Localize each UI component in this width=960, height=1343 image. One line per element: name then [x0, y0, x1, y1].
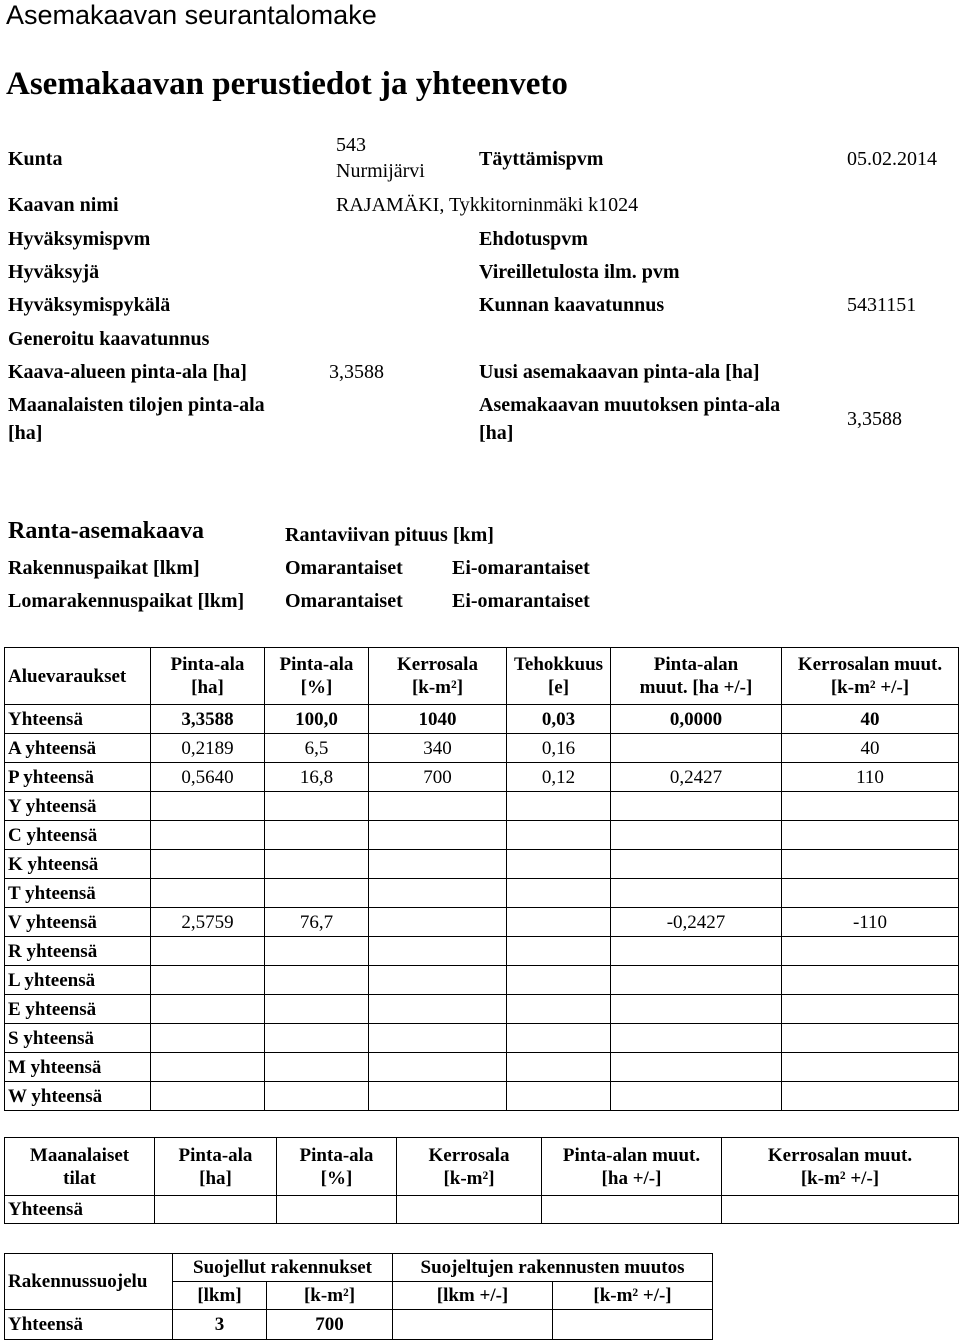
- maanalaiset-header-kerrosala: Kerrosala [k-m²]: [397, 1138, 542, 1196]
- rakennuspaikat-label: Rakennuspaikat [lkm]: [8, 557, 200, 579]
- table-cell: 40: [782, 734, 959, 763]
- table-cell: [507, 850, 611, 879]
- table-cell: [782, 850, 959, 879]
- table-row: [5, 1310, 713, 1340]
- kunta-label: Kunta: [8, 148, 63, 170]
- table-cell: [369, 937, 507, 966]
- table-row: [5, 908, 959, 937]
- table-cell: [265, 792, 369, 821]
- header-pinta-ala-pct: Pinta-ala [%]: [265, 648, 369, 705]
- table-cell: 110: [782, 763, 959, 792]
- hyvaksyja-label: Hyväksyjä: [8, 261, 100, 283]
- row-label: P yhteensä: [5, 763, 151, 792]
- lomarakennuspaikat-label: Lomarakennuspaikat [lkm]: [8, 590, 245, 612]
- table-header-row: [5, 648, 959, 705]
- table-cell: [611, 850, 782, 879]
- table-row: [5, 1082, 959, 1111]
- table-cell: [369, 792, 507, 821]
- kaavan-nimi-value: RAJAMÄKI, Tykkitorninmäki k1024: [336, 194, 639, 216]
- table-cell: [369, 1082, 507, 1111]
- lomarakennuspaikat-ei-omarantaiset: Ei-omarantaiset: [452, 590, 590, 612]
- kaava-alue-value: 3,3588: [329, 361, 384, 383]
- table-cell: [782, 937, 959, 966]
- table-cell: [611, 792, 782, 821]
- kaava-alue-label: Kaava-alueen pinta-ala [ha]: [8, 361, 247, 383]
- table-cell: [369, 966, 507, 995]
- table-cell: [265, 1024, 369, 1053]
- aluevaraukset-table: [4, 647, 959, 1111]
- table-cell: [151, 792, 265, 821]
- taytto-value: 05.02.2014: [847, 148, 937, 170]
- document-title: Asemakaavan seurantalomake: [6, 0, 377, 30]
- lomarakennuspaikat-omarantaiset: Omarantaiset: [285, 590, 403, 612]
- table-row: [5, 1196, 959, 1224]
- table-cell: [507, 995, 611, 1024]
- table-cell: [782, 995, 959, 1024]
- vireilletulo-label: Vireilletulosta ilm. pvm: [479, 261, 680, 283]
- table-cell: [611, 1082, 782, 1111]
- table-cell: 0,16: [507, 734, 611, 763]
- muutos-pinta-ala-value: 3,3588: [847, 408, 902, 430]
- kunta-name: Nurmijärvi: [336, 160, 425, 182]
- table-cell: [369, 1053, 507, 1082]
- maanalaiset-table: [4, 1137, 959, 1224]
- table-cell: [369, 821, 507, 850]
- rakennussuojelu-table: [4, 1253, 713, 1340]
- table-row: [5, 763, 959, 792]
- table-cell: [507, 792, 611, 821]
- row-label: R yhteensä: [5, 937, 151, 966]
- suojelu-sub-km2-muutos: [k-m² +/-]: [553, 1282, 713, 1310]
- table-cell: 340: [369, 734, 507, 763]
- table-row: [5, 705, 959, 734]
- table-cell: 2,5759: [151, 908, 265, 937]
- table-cell: [151, 821, 265, 850]
- suojelu-header-label: Rakennussuojelu: [5, 1254, 173, 1310]
- table-row: [5, 879, 959, 908]
- header-tehokkuus: Tehokkuus [e]: [507, 648, 611, 705]
- table-row: [5, 995, 959, 1024]
- table-row: [5, 734, 959, 763]
- page-heading: Asemakaavan perustiedot ja yhteenveto: [6, 66, 568, 102]
- header-kerrosalan-muutos: Kerrosalan muut. [k-m² +/-]: [782, 648, 959, 705]
- maanalaiset-header-tilat: Maanalaiset tilat: [5, 1138, 155, 1196]
- suojelu-sub-lkm: [lkm]: [173, 1282, 267, 1310]
- table-cell: [369, 850, 507, 879]
- rakennuspaikat-omarantaiset: Omarantaiset: [285, 557, 403, 579]
- table-cell: -0,2427: [611, 908, 782, 937]
- table-cell: [151, 995, 265, 1024]
- table-cell: [782, 821, 959, 850]
- table-cell: [151, 850, 265, 879]
- table-cell: [369, 908, 507, 937]
- kunnan-kaavatunnus-label: Kunnan kaavatunnus: [479, 294, 665, 316]
- table-cell: [507, 908, 611, 937]
- maanalaiset-total-label: Yhteensä: [5, 1196, 155, 1224]
- table-cell: [265, 937, 369, 966]
- table-cell: [782, 1024, 959, 1053]
- table-cell: 0,0000: [611, 705, 782, 734]
- table-cell: [507, 821, 611, 850]
- table-cell: [507, 1024, 611, 1053]
- muutos-pinta-ala-unit: [ha]: [479, 422, 514, 444]
- table-cell: 100,0: [265, 705, 369, 734]
- table-row: [5, 966, 959, 995]
- header-kerrosala: Kerrosala [k-m²]: [369, 648, 507, 705]
- table-cell: 0,03: [507, 705, 611, 734]
- table-cell: [507, 966, 611, 995]
- table-cell: [369, 879, 507, 908]
- table-cell: [265, 850, 369, 879]
- table-row: [5, 821, 959, 850]
- table-row: [5, 937, 959, 966]
- table-cell: 6,5: [265, 734, 369, 763]
- table-cell: [611, 937, 782, 966]
- table-row: [5, 792, 959, 821]
- ehdotuspvm-label: Ehdotuspvm: [479, 228, 588, 250]
- suojelu-total-label: Yhteensä: [5, 1310, 173, 1340]
- table-cell: 1040: [369, 705, 507, 734]
- table-cell: [611, 734, 782, 763]
- maanalaiset-header-pinta-ala-pct: Pinta-ala [%]: [277, 1138, 397, 1196]
- table-cell: [782, 1053, 959, 1082]
- table-cell: [265, 1082, 369, 1111]
- row-label: Yhteensä: [5, 705, 151, 734]
- table-cell: [265, 995, 369, 1024]
- row-label: C yhteensä: [5, 821, 151, 850]
- table-cell: [151, 1082, 265, 1111]
- table-cell: [782, 1082, 959, 1111]
- generoitu-kaavatunnus-label: Generoitu kaavatunnus: [8, 328, 210, 350]
- table-cell: [265, 1053, 369, 1082]
- suojelu-total-km2: 700: [267, 1310, 393, 1340]
- maanalaiset-pinta-ala-label: Maanalaisten tilojen pinta-ala: [8, 394, 265, 416]
- maanalaiset-header-pinta-alan-muutos: Pinta-alan muut. [ha +/-]: [542, 1138, 722, 1196]
- suojelu-sub-lkm-muutos: [lkm +/-]: [393, 1282, 553, 1310]
- header-aluevaraukset: Aluevaraukset: [5, 648, 151, 705]
- rantaviiva-label: Rantaviivan pituus [km]: [285, 524, 494, 546]
- ranta-title: Ranta-asemakaava: [8, 518, 204, 544]
- table-cell: [265, 821, 369, 850]
- table-cell: 0,5640: [151, 763, 265, 792]
- table-cell: -110: [782, 908, 959, 937]
- table-cell: [611, 1053, 782, 1082]
- table-cell: 0,12: [507, 763, 611, 792]
- row-label: E yhteensä: [5, 995, 151, 1024]
- table-cell: [507, 1082, 611, 1111]
- row-label: Y yhteensä: [5, 792, 151, 821]
- table-cell: [611, 821, 782, 850]
- table-cell: [611, 995, 782, 1024]
- maanalaiset-header-pinta-ala: Pinta-ala [ha]: [155, 1138, 277, 1196]
- table-row: [5, 1024, 959, 1053]
- row-label: M yhteensä: [5, 1053, 151, 1082]
- maanalaiset-header-kerrosalan-muutos: Kerrosalan muut. [k-m² +/-]: [722, 1138, 959, 1196]
- table-cell: [151, 937, 265, 966]
- suojelu-total-lkm: 3: [173, 1310, 267, 1340]
- taytto-label: Täyttämispvm: [479, 148, 604, 170]
- table-cell: [611, 966, 782, 995]
- table-cell: [782, 879, 959, 908]
- row-label: V yhteensä: [5, 908, 151, 937]
- table-cell: [507, 937, 611, 966]
- uusi-pinta-ala-label: Uusi asemakaavan pinta-ala [ha]: [479, 361, 760, 383]
- row-label: A yhteensä: [5, 734, 151, 763]
- table-cell: 0,2189: [151, 734, 265, 763]
- table-cell: [507, 879, 611, 908]
- suojelu-header-muutos: Suojeltujen rakennusten muutos: [393, 1254, 713, 1282]
- table-cell: 700: [369, 763, 507, 792]
- table-cell: 0,2427: [611, 763, 782, 792]
- table-cell: [611, 879, 782, 908]
- row-label: K yhteensä: [5, 850, 151, 879]
- table-cell: [151, 1053, 265, 1082]
- hyvaksymispvm-label: Hyväksymispvm: [8, 228, 151, 250]
- table-cell: [611, 1024, 782, 1053]
- table-cell: [265, 966, 369, 995]
- kaavan-nimi-label: Kaavan nimi: [8, 194, 119, 216]
- table-cell: [151, 1024, 265, 1053]
- table-cell: 3,3588: [151, 705, 265, 734]
- table-cell: [782, 792, 959, 821]
- kunnan-kaavatunnus-value: 5431151: [847, 294, 917, 316]
- rakennuspaikat-ei-omarantaiset: Ei-omarantaiset: [452, 557, 590, 579]
- table-cell: [265, 879, 369, 908]
- table-cell: 76,7: [265, 908, 369, 937]
- table-cell: 40: [782, 705, 959, 734]
- kunta-code: 543: [336, 134, 366, 156]
- row-label: W yhteensä: [5, 1082, 151, 1111]
- table-cell: [782, 966, 959, 995]
- suojelu-sub-km2: [k-m²]: [267, 1282, 393, 1310]
- header-pinta-ala-ha: Pinta-ala [ha]: [151, 648, 265, 705]
- row-label: S yhteensä: [5, 1024, 151, 1053]
- table-cell: 16,8: [265, 763, 369, 792]
- maanalaiset-pinta-ala-unit: [ha]: [8, 422, 43, 444]
- hyvaksymispykala-label: Hyväksymispykälä: [8, 294, 171, 316]
- table-row: [5, 1053, 959, 1082]
- table-cell: [151, 879, 265, 908]
- suojelu-header-suojellut: Suojellut rakennukset: [173, 1254, 393, 1282]
- row-label: L yhteensä: [5, 966, 151, 995]
- muutos-pinta-ala-label: Asemakaavan muutoksen pinta-ala: [479, 394, 781, 416]
- table-cell: [369, 1024, 507, 1053]
- table-row: [5, 850, 959, 879]
- table-cell: [369, 995, 507, 1024]
- table-cell: [507, 1053, 611, 1082]
- row-label: T yhteensä: [5, 879, 151, 908]
- header-pinta-alan-muutos: Pinta-alan muut. [ha +/-]: [611, 648, 782, 705]
- table-cell: [151, 966, 265, 995]
